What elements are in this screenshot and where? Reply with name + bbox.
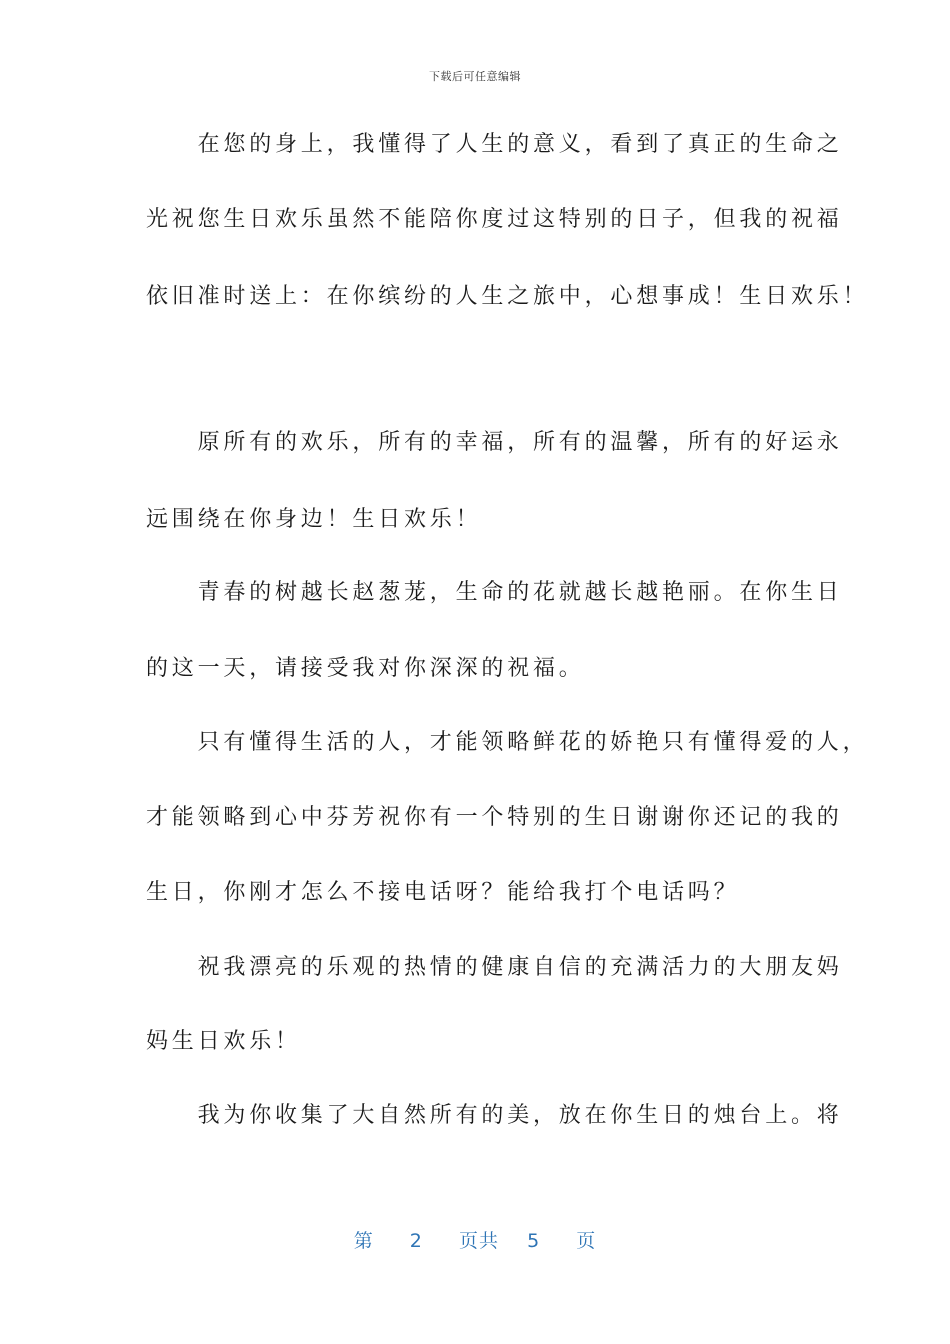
body-line-1: 在您的身上，我懂得了人生的意义，看到了真正的生命之 <box>146 132 843 157</box>
body-line-4: 原所有的欢乐，所有的幸福，所有的温馨，所有的好运永 <box>146 430 843 455</box>
footer-middle: 页共 <box>458 1230 499 1252</box>
body-line-13: 我为你收集了大自然所有的美，放在你生日的烛台上。将 <box>146 1103 843 1128</box>
footer-current-page: 2 <box>409 1230 423 1252</box>
body-line-12: 妈生日欢乐！ <box>146 1029 301 1054</box>
body-line-3: 依旧准时送上：在你缤纷的人生之旅中，心想事成！生日欢乐！ <box>146 284 869 309</box>
footer-total-pages: 5 <box>527 1230 541 1252</box>
body-line-10: 生日，你刚才怎么不接电话呀？能给我打个电话吗？ <box>146 880 740 905</box>
header-note: 下载后可任意编辑 <box>429 70 521 83</box>
body-line-8: 只有懂得生活的人，才能领略鲜花的娇艳只有懂得爱的人， <box>146 730 869 755</box>
body-line-11: 祝我漂亮的乐观的热情的健康自信的充满活力的大朋友妈 <box>146 955 843 980</box>
body-line-9: 才能领略到心中芬芳祝你有一个特别的生日谢谢你还记的我的 <box>146 805 843 830</box>
body-line-7: 的这一天，请接受我对你深深的祝福。 <box>146 656 585 681</box>
footer-prefix: 第 <box>353 1230 374 1252</box>
body-line-5: 远围绕在你身边！生日欢乐！ <box>146 507 482 532</box>
page-footer <box>0 1226 950 1253</box>
footer-suffix: 页 <box>576 1230 597 1252</box>
body-line-6: 青春的树越长赵葱茏，生命的花就越长越艳丽。在你生日 <box>146 580 843 605</box>
body-line-2: 光祝您生日欢乐虽然不能陪你度过这特别的日子，但我的祝福 <box>146 207 843 232</box>
